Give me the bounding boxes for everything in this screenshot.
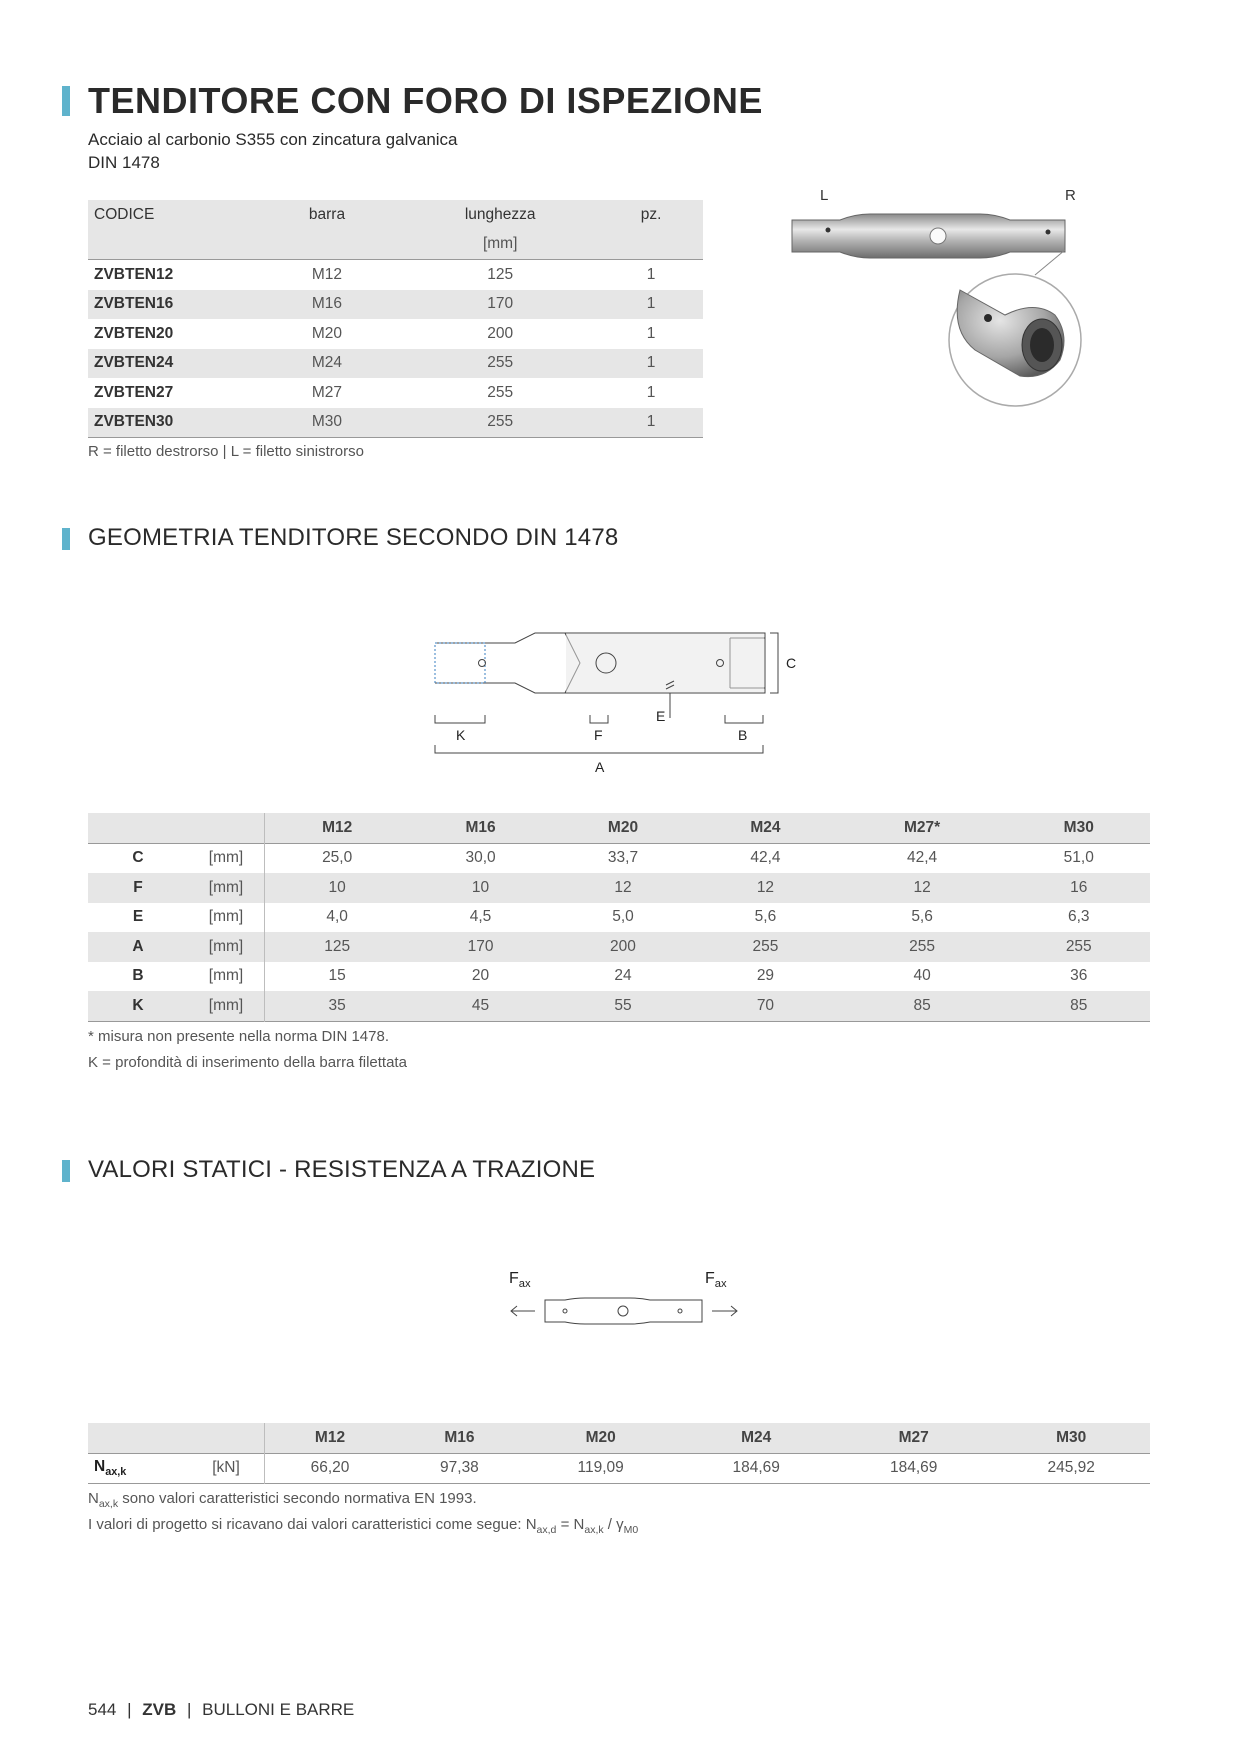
- section-title-static: VALORI STATICI - RESISTENZA A TRAZIONE: [88, 1156, 596, 1183]
- table-cell: 12: [756, 878, 775, 896]
- table-cell: 170: [467, 937, 494, 955]
- table-cell: 85: [1070, 996, 1088, 1014]
- table-cell: 35: [328, 996, 346, 1014]
- table-row: [88, 319, 703, 349]
- table-row: [88, 378, 703, 408]
- table-row: [88, 260, 703, 290]
- col-header-code: CODICE: [94, 205, 155, 223]
- footer-code: ZVB: [142, 1700, 177, 1719]
- product-code: ZVBTEN24: [94, 354, 174, 372]
- table-row: [88, 873, 1150, 903]
- table-cell: M24: [311, 354, 343, 372]
- product-table: [88, 200, 703, 438]
- dimension-label: A: [132, 937, 144, 955]
- size-header: M30: [1056, 1428, 1087, 1446]
- table-cell: 85: [913, 996, 931, 1014]
- row-unit: [kN]: [188, 1453, 265, 1484]
- page-footer: [88, 1700, 354, 1720]
- dimension-unit: [mm]: [188, 903, 265, 933]
- force-label-right: $F_{ax}$: [705, 1270, 727, 1291]
- table-cell: 200: [610, 937, 636, 955]
- dim-label-a: A: [595, 759, 605, 775]
- geometry-footnote-k: K = profondità di inserimento della barra filettata: [88, 1054, 407, 1071]
- size-header: M16: [444, 1428, 475, 1446]
- section-marker: [62, 1160, 70, 1182]
- table-cell: 170: [487, 295, 514, 313]
- table-cell: 184,69: [732, 1459, 780, 1477]
- table-cell: 255: [1065, 937, 1092, 955]
- material-spec: Acciaio al carbonio S355 con zincatura galvanica: [88, 130, 458, 149]
- col-header-length: lunghezza: [464, 205, 536, 223]
- table-cell: 4,0: [326, 908, 348, 926]
- length-unit: [mm]: [482, 235, 518, 253]
- table-cell: 55: [614, 996, 632, 1014]
- table-cell: 16: [1070, 878, 1088, 896]
- table-cell: 245,92: [1047, 1459, 1095, 1477]
- table-cell: 66,20: [310, 1459, 350, 1477]
- size-header: M16: [465, 818, 496, 836]
- table-row: [88, 1453, 1150, 1484]
- row-label-naxk: $N_{ax,k}$: [94, 1458, 127, 1479]
- size-header: M30: [1063, 818, 1094, 836]
- table-cell: 15: [328, 967, 346, 985]
- footer-separator: |: [187, 1700, 192, 1719]
- left-thread-label: L: [820, 187, 829, 204]
- table-cell: M30: [311, 413, 343, 431]
- table-cell: M16: [311, 295, 343, 313]
- table-cell: 29: [756, 967, 775, 985]
- table-cell: 70: [756, 996, 775, 1014]
- table-row: [88, 290, 703, 320]
- section-marker: [62, 528, 70, 550]
- table-cell: 5,6: [911, 908, 933, 926]
- table-cell: 40: [913, 967, 931, 985]
- page-title: TENDITORE CON FORO DI ISPEZIONE: [88, 80, 763, 121]
- size-header: M20: [607, 818, 639, 836]
- dim-label-k: K: [456, 727, 466, 743]
- table-row: [88, 408, 703, 438]
- table-row: [88, 991, 1150, 1021]
- table-cell: 42,4: [907, 849, 938, 867]
- geometry-footnote-star: * misura non presente nella norma DIN 1478.: [88, 1028, 389, 1045]
- table-cell: 125: [487, 265, 514, 283]
- product-code: ZVBTEN12: [94, 265, 174, 283]
- table-cell: 10: [328, 878, 346, 896]
- thread-note: R = filetto destrorso | L = filetto sinistrorso: [88, 443, 364, 460]
- table-cell: 25,0: [322, 849, 353, 867]
- product-table-body: [88, 260, 703, 438]
- footer-separator: |: [127, 1700, 132, 1719]
- col-header-pieces: pz.: [640, 205, 662, 223]
- product-code: ZVBTEN20: [94, 324, 174, 342]
- page-number: 544: [88, 1700, 117, 1719]
- tensile-note-1: $N_{ax,k}$ sono valori caratteristici secondo normativa EN 1993.: [88, 1490, 477, 1510]
- size-header: M20: [585, 1428, 616, 1446]
- table-cell: M20: [311, 324, 343, 342]
- table-cell: 5,0: [612, 908, 634, 926]
- product-code: ZVBTEN27: [94, 383, 174, 401]
- table-cell: 125: [324, 937, 351, 955]
- tensile-note-2: I valori di progetto si ricavano dai valori caratteristici come segue: $N_{ax,d} = N_{ax,k} / \gamma_{M0}$: [88, 1516, 639, 1536]
- dim-label-e: E: [656, 708, 666, 724]
- dimension-unit: [mm]: [188, 932, 265, 962]
- table-cell: 12: [913, 878, 931, 896]
- size-header: M12: [322, 818, 353, 836]
- table-cell: 1: [646, 265, 656, 283]
- standard-spec: DIN 1478: [88, 153, 160, 172]
- table-cell: 24: [614, 967, 632, 985]
- table-cell: 45: [471, 996, 490, 1014]
- section-title-geometry: GEOMETRIA TENDITORE SECONDO DIN 1478: [88, 524, 619, 551]
- dimension-unit: [mm]: [188, 873, 265, 903]
- table-cell: 255: [487, 413, 514, 431]
- product-code: ZVBTEN30: [94, 413, 174, 431]
- tensile-table: [88, 1423, 1150, 1484]
- force-diagram: [505, 1270, 745, 1350]
- dimension-label: F: [133, 878, 143, 896]
- table-row: [88, 349, 703, 379]
- dimension-unit: [mm]: [188, 991, 265, 1021]
- table-cell: 200: [487, 324, 514, 342]
- dimension-unit: [mm]: [188, 962, 265, 992]
- table-cell: 42,4: [750, 849, 781, 867]
- dim-label-b: B: [738, 727, 748, 743]
- size-header: M24: [741, 1428, 772, 1446]
- geometry-table: [88, 813, 1150, 1022]
- size-header: M27*: [904, 818, 941, 836]
- table-row: [88, 903, 1150, 933]
- product-code: ZVBTEN16: [94, 295, 174, 313]
- table-cell: 6,3: [1067, 908, 1090, 926]
- size-header: M27: [898, 1428, 929, 1446]
- table-cell: M12: [311, 265, 343, 283]
- right-thread-label: R: [1065, 187, 1076, 204]
- dimension-label: E: [132, 908, 144, 926]
- table-cell: 4,5: [469, 908, 492, 926]
- tensile-table-header: [88, 1423, 1150, 1453]
- turnbuckle-photo: [780, 180, 1110, 420]
- table-cell: 184,69: [890, 1459, 938, 1477]
- table-cell: 20: [471, 967, 490, 985]
- geometry-table-header: [88, 813, 1150, 843]
- dimension-unit: [mm]: [188, 843, 265, 873]
- table-cell: 36: [1070, 967, 1088, 985]
- table-cell: 1: [646, 383, 656, 401]
- table-cell: 33,7: [607, 849, 639, 867]
- table-cell: 1: [646, 413, 656, 431]
- table-cell: 255: [487, 354, 514, 372]
- table-row: [88, 962, 1150, 992]
- table-cell: 97,38: [440, 1459, 479, 1477]
- col-header-bar: barra: [308, 205, 346, 223]
- table-cell: 255: [487, 383, 514, 401]
- force-label-left: $F_{ax}$: [509, 1270, 531, 1291]
- dim-label-f: F: [594, 727, 603, 743]
- geometry-diagram: [420, 620, 820, 780]
- table-cell: 119,09: [577, 1459, 624, 1477]
- table-cell: 51,0: [1063, 849, 1094, 867]
- table-cell: 12: [614, 878, 632, 896]
- dim-label-c: C: [786, 655, 797, 671]
- geometry-table-body: [88, 843, 1150, 1021]
- table-cell: 30,0: [465, 849, 496, 867]
- dimension-label: C: [132, 849, 144, 867]
- table-cell: 1: [646, 324, 656, 342]
- table-cell: M27: [311, 383, 343, 401]
- size-header: M12: [314, 1428, 346, 1446]
- size-header: M24: [750, 818, 781, 836]
- footer-section: BULLONI E BARRE: [202, 1700, 355, 1719]
- table-cell: 5,6: [754, 908, 777, 926]
- table-row: [88, 932, 1150, 962]
- section-marker: [62, 86, 70, 116]
- table-cell: 255: [752, 937, 779, 955]
- table-row: [88, 843, 1150, 873]
- table-cell: 1: [646, 295, 656, 313]
- table-cell: 10: [471, 878, 490, 896]
- dimension-label: K: [132, 996, 144, 1014]
- table-cell: 1: [646, 354, 656, 372]
- table-cell: 255: [909, 937, 936, 955]
- dimension-label: B: [132, 967, 144, 985]
